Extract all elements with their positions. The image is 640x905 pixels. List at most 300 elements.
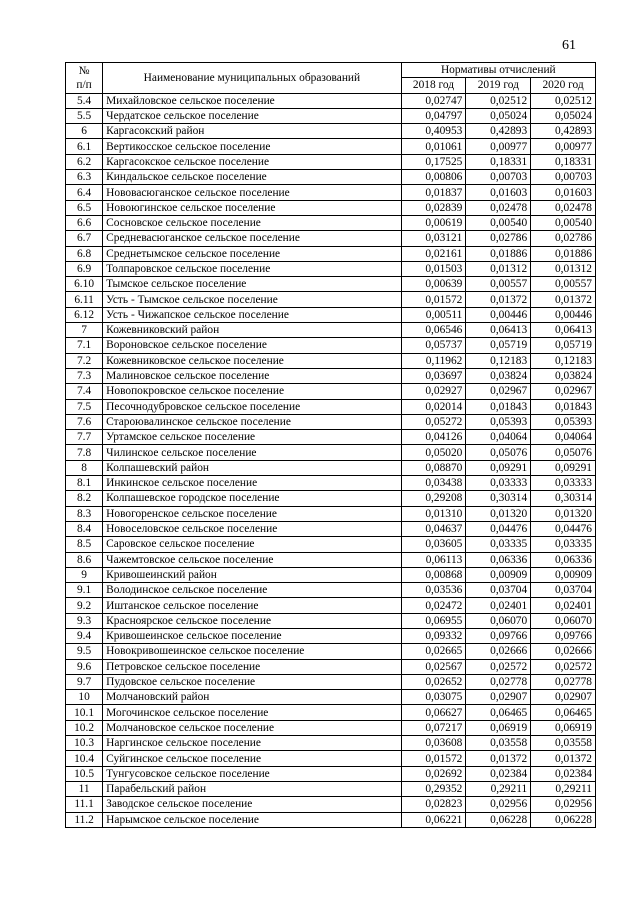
value-2018-cell: 0,06627 [401,705,466,720]
row-number-cell: 5.5 [66,108,103,123]
municipality-name-cell: Колпашевский район [103,460,401,475]
value-2019-cell: 0,05076 [466,445,531,460]
value-2019-cell: 0,04064 [466,430,531,445]
value-2019-cell: 0,03333 [466,476,531,491]
table-row [66,323,596,338]
value-2018-cell: 0,03605 [401,537,466,552]
table-row [66,766,596,781]
table-row [66,445,596,460]
value-2019-cell: 0,05024 [466,108,531,123]
table-row [66,139,596,154]
row-number-cell: 6.1 [66,139,103,154]
municipality-name-cell: Средневасюганское сельское поселение [103,231,401,246]
municipality-name-cell: Кожевниковское сельское поселение [103,353,401,368]
row-number-cell: 7.2 [66,353,103,368]
municipality-name-cell: Усть - Чижапское сельское поселение [103,307,401,322]
row-number-cell: 7.3 [66,368,103,383]
value-2019-cell: 0,06070 [466,613,531,628]
municipality-name-cell: Каргасокский район [103,124,401,139]
value-2018-cell: 0,06955 [401,613,466,628]
value-2019-cell: 0,02907 [466,690,531,705]
table-row [66,215,596,230]
value-2019-cell: 0,04476 [466,521,531,536]
row-number-cell: 9.4 [66,628,103,643]
municipality-name-cell: Толпаровское сельское поселение [103,261,401,276]
table-row [66,521,596,536]
municipality-name-cell: Инкинское сельское поселение [103,476,401,491]
value-2020-cell: 0,06413 [531,323,596,338]
page-number: 61 [562,38,576,53]
table-body [66,93,596,827]
row-number-cell: 9 [66,567,103,582]
row-number-cell: 8.6 [66,552,103,567]
value-2020-cell: 0,12183 [531,353,596,368]
row-number-cell: 6.5 [66,200,103,215]
value-2019-cell: 0,06465 [466,705,531,720]
table-row [66,368,596,383]
table-row [66,200,596,215]
value-2018-cell: 0,01503 [401,261,466,276]
value-2020-cell: 0,04064 [531,430,596,445]
value-2019-cell: 0,03335 [466,537,531,552]
municipality-name-cell: Среднетымское сельское поселение [103,246,401,261]
norms-table [65,62,596,828]
row-number-cell: 6.4 [66,185,103,200]
row-number-cell: 9.3 [66,613,103,628]
value-2019-cell: 0,05719 [466,338,531,353]
value-2020-cell: 0,02572 [531,659,596,674]
table-row [66,170,596,185]
row-number-cell: 8.5 [66,537,103,552]
value-2020-cell: 0,03824 [531,368,596,383]
value-2020-cell: 0,01603 [531,185,596,200]
table-row [66,705,596,720]
table-row [66,353,596,368]
row-number-cell: 9.5 [66,644,103,659]
value-2019-cell: 0,02478 [466,200,531,215]
municipality-name-cell: Кожевниковский район [103,323,401,338]
value-2020-cell: 0,29211 [531,781,596,796]
table-row [66,476,596,491]
value-2020-cell: 0,02967 [531,384,596,399]
table-row [66,108,596,123]
value-2020-cell: 0,00909 [531,567,596,582]
value-2019-cell: 0,02384 [466,766,531,781]
municipality-name-cell: Новопокровское сельское поселение [103,384,401,399]
municipality-name-cell: Тымское сельское поселение [103,277,401,292]
value-2018-cell: 0,00511 [401,307,466,322]
row-number-cell: 9.6 [66,659,103,674]
value-2018-cell: 0,02692 [401,766,466,781]
municipality-name-cell: Новоюгинское сельское поселение [103,200,401,215]
value-2020-cell: 0,06465 [531,705,596,720]
value-2020-cell: 0,18331 [531,154,596,169]
value-2018-cell: 0,01310 [401,506,466,521]
value-2018-cell: 0,02927 [401,384,466,399]
municipality-name-cell: Новоселовское сельское поселение [103,521,401,536]
value-2019-cell: 0,02967 [466,384,531,399]
municipality-name-cell: Иштанское сельское поселение [103,598,401,613]
value-2020-cell: 0,02956 [531,797,596,812]
table-row [66,414,596,429]
value-2018-cell: 0,05020 [401,445,466,460]
table-row [66,583,596,598]
value-2018-cell: 0,00619 [401,215,466,230]
value-2020-cell: 0,02478 [531,200,596,215]
value-2019-cell: 0,03704 [466,583,531,598]
municipality-name-cell: Уртамское сельское поселение [103,430,401,445]
value-2018-cell: 0,06113 [401,552,466,567]
value-2018-cell: 0,02665 [401,644,466,659]
municipality-name-cell: Вертикосское сельское поселение [103,139,401,154]
municipality-name-cell: Чажемтовское сельское поселение [103,552,401,567]
row-number-cell: 7.7 [66,430,103,445]
municipality-name-cell: Молчановское сельское поселение [103,720,401,735]
value-2018-cell: 0,00806 [401,170,466,185]
value-2018-cell: 0,01837 [401,185,466,200]
value-2019-cell: 0,30314 [466,491,531,506]
value-2019-cell: 0,02778 [466,674,531,689]
row-number-cell: 11.1 [66,797,103,812]
value-2019-cell: 0,09766 [466,628,531,643]
value-2018-cell: 0,02652 [401,674,466,689]
municipality-name-cell: Парабельский район [103,781,401,796]
value-2018-cell: 0,17525 [401,154,466,169]
municipality-name-cell: Нововасюганское сельское поселение [103,185,401,200]
table-header [66,63,596,94]
municipality-name-cell: Красноярское сельское поселение [103,613,401,628]
row-number-cell: 10.4 [66,751,103,766]
table-row [66,751,596,766]
value-2019-cell: 0,00540 [466,215,531,230]
table-row [66,644,596,659]
row-number-cell: 8 [66,460,103,475]
row-number-cell: 6.3 [66,170,103,185]
value-2019-cell: 0,18331 [466,154,531,169]
table-row [66,567,596,582]
row-number-cell: 6.9 [66,261,103,276]
value-2020-cell: 0,02384 [531,766,596,781]
value-2018-cell: 0,02567 [401,659,466,674]
value-2019-cell: 0,00977 [466,139,531,154]
municipality-name-cell: Каргасокское сельское поселение [103,154,401,169]
row-number-cell: 9.1 [66,583,103,598]
value-2018-cell: 0,00639 [401,277,466,292]
municipality-name-cell: Саровское сельское поселение [103,537,401,552]
value-2020-cell: 0,02786 [531,231,596,246]
value-2020-cell: 0,01886 [531,246,596,261]
value-2020-cell: 0,03558 [531,736,596,751]
value-2018-cell: 0,03438 [401,476,466,491]
table-row [66,720,596,735]
value-2020-cell: 0,02401 [531,598,596,613]
table-row [66,674,596,689]
municipality-name-cell: Киндальское сельское поселение [103,170,401,185]
row-number-cell: 7.1 [66,338,103,353]
value-2020-cell: 0,03333 [531,476,596,491]
value-2020-cell: 0,05393 [531,414,596,429]
value-2019-cell: 0,06336 [466,552,531,567]
municipality-name-cell: Кривошеинское сельское поселение [103,628,401,643]
municipality-name-cell: Могочинское сельское поселение [103,705,401,720]
value-2018-cell: 0,05272 [401,414,466,429]
row-number-cell: 10.5 [66,766,103,781]
value-2020-cell: 0,03335 [531,537,596,552]
municipality-name-cell: Володинское сельское поселение [103,583,401,598]
header-num-line1: № [78,64,90,77]
table-row [66,552,596,567]
table-row [66,598,596,613]
value-2018-cell: 0,03697 [401,368,466,383]
value-2020-cell: 0,05719 [531,338,596,353]
municipality-name-cell: Колпашевское городское поселение [103,491,401,506]
municipality-name-cell: Песочнодубровское сельское поселение [103,399,401,414]
value-2020-cell: 0,00557 [531,277,596,292]
table-row [66,628,596,643]
value-2020-cell: 0,09291 [531,460,596,475]
municipality-name-cell: Чердатское сельское поселение [103,108,401,123]
value-2019-cell: 0,02512 [466,93,531,108]
value-2019-cell: 0,00909 [466,567,531,582]
value-2018-cell: 0,02823 [401,797,466,812]
value-2020-cell: 0,06919 [531,720,596,735]
municipality-name-cell: Чилинское сельское поселение [103,445,401,460]
table-row [66,430,596,445]
value-2019-cell: 0,00557 [466,277,531,292]
value-2020-cell: 0,01372 [531,751,596,766]
table-row [66,797,596,812]
row-number-cell: 6.6 [66,215,103,230]
table-row [66,812,596,827]
municipality-name-cell: Михайловское сельское поселение [103,93,401,108]
value-2018-cell: 0,03608 [401,736,466,751]
municipality-name-cell: Вороновское сельское поселение [103,338,401,353]
municipality-name-cell: Суйгинское сельское поселение [103,751,401,766]
value-2020-cell: 0,05076 [531,445,596,460]
municipality-name-cell: Сосновское сельское поселение [103,215,401,230]
value-2020-cell: 0,00540 [531,215,596,230]
row-number-cell: 7.5 [66,399,103,414]
value-2018-cell: 0,04797 [401,108,466,123]
table-row [66,690,596,705]
municipality-name-cell: Наргинское сельское поселение [103,736,401,751]
value-2020-cell: 0,03704 [531,583,596,598]
municipality-name-cell: Новогоренское сельское поселение [103,506,401,521]
value-2018-cell: 0,03121 [401,231,466,246]
value-2019-cell: 0,01843 [466,399,531,414]
row-number-cell: 8.3 [66,506,103,521]
municipality-name-cell: Молчановский район [103,690,401,705]
value-2018-cell: 0,02839 [401,200,466,215]
table-row [66,491,596,506]
value-2018-cell: 0,04637 [401,521,466,536]
row-number-cell: 6.2 [66,154,103,169]
value-2019-cell: 0,02956 [466,797,531,812]
value-2018-cell: 0,05737 [401,338,466,353]
value-2019-cell: 0,06413 [466,323,531,338]
value-2020-cell: 0,02778 [531,674,596,689]
header-norms-group: Нормативы отчислений [401,63,595,78]
header-year-2020: 2020 год [531,78,596,93]
value-2018-cell: 0,29208 [401,491,466,506]
municipality-name-cell: Кривошеинский район [103,567,401,582]
value-2019-cell: 0,01603 [466,185,531,200]
value-2018-cell: 0,11962 [401,353,466,368]
value-2019-cell: 0,00446 [466,307,531,322]
value-2019-cell: 0,09291 [466,460,531,475]
value-2020-cell: 0,06228 [531,812,596,827]
municipality-name-cell: Заводское сельское поселение [103,797,401,812]
table-row [66,154,596,169]
value-2019-cell: 0,02666 [466,644,531,659]
row-number-cell: 6.11 [66,292,103,307]
value-2018-cell: 0,00868 [401,567,466,582]
municipality-name-cell: Тунгусовское сельское поселение [103,766,401,781]
row-number-cell: 9.2 [66,598,103,613]
header-name: Наименование муниципальных образований [103,63,401,94]
value-2018-cell: 0,40953 [401,124,466,139]
value-2019-cell: 0,02401 [466,598,531,613]
value-2018-cell: 0,07217 [401,720,466,735]
municipality-name-cell: Новокривошеинское сельское поселение [103,644,401,659]
value-2019-cell: 0,00703 [466,170,531,185]
row-number-cell: 10 [66,690,103,705]
value-2020-cell: 0,01843 [531,399,596,414]
table-row [66,338,596,353]
row-number-cell: 6.8 [66,246,103,261]
table-row [66,384,596,399]
value-2019-cell: 0,12183 [466,353,531,368]
municipality-name-cell: Усть - Тымское сельское поселение [103,292,401,307]
municipality-name-cell: Нарымское сельское поселение [103,812,401,827]
value-2018-cell: 0,02747 [401,93,466,108]
row-number-cell: 7.8 [66,445,103,460]
row-number-cell: 8.2 [66,491,103,506]
value-2020-cell: 0,06070 [531,613,596,628]
value-2018-cell: 0,09332 [401,628,466,643]
value-2018-cell: 0,02161 [401,246,466,261]
value-2019-cell: 0,03824 [466,368,531,383]
table-row [66,506,596,521]
table-row [66,277,596,292]
value-2019-cell: 0,29211 [466,781,531,796]
table-row [66,93,596,108]
value-2019-cell: 0,05393 [466,414,531,429]
row-number-cell: 11.2 [66,812,103,827]
value-2018-cell: 0,01061 [401,139,466,154]
value-2018-cell: 0,03075 [401,690,466,705]
row-number-cell: 7.4 [66,384,103,399]
value-2019-cell: 0,03558 [466,736,531,751]
value-2018-cell: 0,04126 [401,430,466,445]
table-row [66,261,596,276]
value-2019-cell: 0,01320 [466,506,531,521]
value-2020-cell: 0,30314 [531,491,596,506]
value-2019-cell: 0,01886 [466,246,531,261]
table-row [66,231,596,246]
row-number-cell: 7.6 [66,414,103,429]
value-2020-cell: 0,01312 [531,261,596,276]
value-2020-cell: 0,02512 [531,93,596,108]
value-2019-cell: 0,01372 [466,292,531,307]
row-number-cell: 6.7 [66,231,103,246]
table-row [66,124,596,139]
value-2019-cell: 0,06919 [466,720,531,735]
table-row [66,613,596,628]
value-2020-cell: 0,09766 [531,628,596,643]
value-2020-cell: 0,05024 [531,108,596,123]
value-2019-cell: 0,02572 [466,659,531,674]
row-number-cell: 8.1 [66,476,103,491]
value-2018-cell: 0,01572 [401,292,466,307]
row-number-cell: 9.7 [66,674,103,689]
table-row [66,246,596,261]
table-row [66,460,596,475]
row-number-cell: 6 [66,124,103,139]
value-2020-cell: 0,00446 [531,307,596,322]
value-2018-cell: 0,06546 [401,323,466,338]
municipality-name-cell: Староювалинское сельское поселение [103,414,401,429]
value-2018-cell: 0,06221 [401,812,466,827]
value-2020-cell: 0,01372 [531,292,596,307]
table-row [66,537,596,552]
municipality-name-cell: Пудовское сельское поселение [103,674,401,689]
table-row [66,185,596,200]
row-number-cell: 7 [66,323,103,338]
municipality-name-cell: Малиновское сельское поселение [103,368,401,383]
row-number-cell: 5.4 [66,93,103,108]
value-2019-cell: 0,02786 [466,231,531,246]
value-2020-cell: 0,01320 [531,506,596,521]
row-number-cell: 11 [66,781,103,796]
header-num [66,63,103,94]
value-2018-cell: 0,29352 [401,781,466,796]
value-2018-cell: 0,03536 [401,583,466,598]
value-2019-cell: 0,01372 [466,751,531,766]
table-row [66,292,596,307]
value-2020-cell: 0,04476 [531,521,596,536]
row-number-cell: 10.1 [66,705,103,720]
value-2020-cell: 0,02907 [531,690,596,705]
row-number-cell: 10.2 [66,720,103,735]
row-number-cell: 8.4 [66,521,103,536]
value-2018-cell: 0,01572 [401,751,466,766]
value-2020-cell: 0,02666 [531,644,596,659]
table-row [66,399,596,414]
value-2018-cell: 0,02472 [401,598,466,613]
value-2020-cell: 0,42893 [531,124,596,139]
table-row [66,659,596,674]
row-number-cell: 6.12 [66,307,103,322]
header-year-2018: 2018 год [401,78,466,93]
value-2020-cell: 0,00703 [531,170,596,185]
value-2019-cell: 0,06228 [466,812,531,827]
table-row [66,781,596,796]
table-row [66,736,596,751]
value-2020-cell: 0,00977 [531,139,596,154]
value-2019-cell: 0,01312 [466,261,531,276]
table-row [66,307,596,322]
value-2019-cell: 0,42893 [466,124,531,139]
row-number-cell: 6.10 [66,277,103,292]
row-number-cell: 10.3 [66,736,103,751]
value-2020-cell: 0,06336 [531,552,596,567]
header-num-line2: п/п [76,78,92,91]
value-2018-cell: 0,08870 [401,460,466,475]
value-2018-cell: 0,02014 [401,399,466,414]
header-year-2019: 2019 год [466,78,531,93]
municipality-name-cell: Петровское сельское поселение [103,659,401,674]
